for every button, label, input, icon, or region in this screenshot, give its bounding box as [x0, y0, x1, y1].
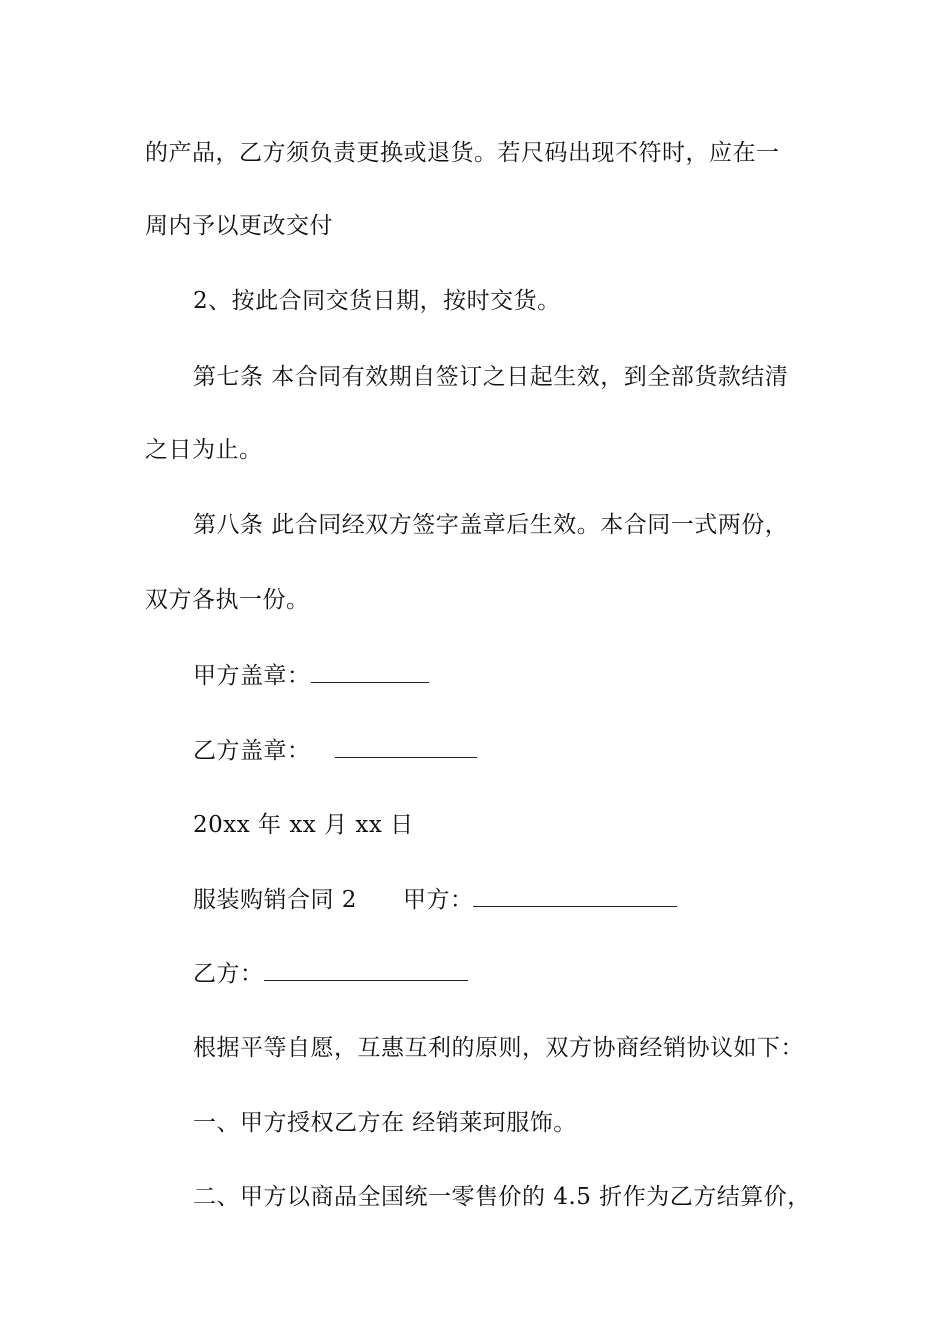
date-line: 20xx 年 xx 月 xx 日 [193, 812, 414, 838]
party-a-seal-label: 甲方盖章： [193, 663, 311, 689]
party-b-seal-row [193, 735, 477, 766]
party-a-seal-row [193, 660, 429, 691]
article-seven-line: 第七条 本合同有效期自签订之日起生效，到全部货款结清 [193, 364, 789, 390]
contract-title: 服装购销合同 2 [193, 887, 357, 913]
paragraph-line: 的产品，乙方须负责更换或退货。若尺码出现不符时，应在一 [145, 140, 780, 166]
clause-two-line: 二、甲方以商品全国统一零售价的 4.5 折作为乙方结算价， [193, 1184, 811, 1210]
party-b-seal-blank [335, 735, 477, 758]
party-b-seal-label: 乙方盖章： [193, 738, 311, 764]
paragraph-line: 2、按此合同交货日期，按时交货。 [193, 288, 561, 314]
party-b-row [193, 958, 468, 989]
clause-one-line: 一、甲方授权乙方在 经销莱珂服饰。 [193, 1110, 577, 1136]
party-a-label: 甲方： [402, 887, 474, 913]
paragraph-line: 双方各执一份。 [145, 587, 310, 613]
paragraph-line: 之日为止。 [145, 437, 263, 463]
paragraph-line: 根据平等自愿，互惠互利的原则，双方协商经销协议如下： [193, 1035, 804, 1061]
party-b-blank [264, 958, 468, 981]
contract-title-row [193, 884, 677, 915]
party-a-blank [473, 884, 677, 907]
paragraph-line: 周内予以更改交付 [145, 213, 333, 239]
article-eight-line: 第八条 此合同经双方签字盖章后生效。本合同一式两份， [193, 512, 789, 538]
party-a-seal-blank [311, 660, 429, 683]
party-b-label: 乙方： [193, 961, 264, 987]
